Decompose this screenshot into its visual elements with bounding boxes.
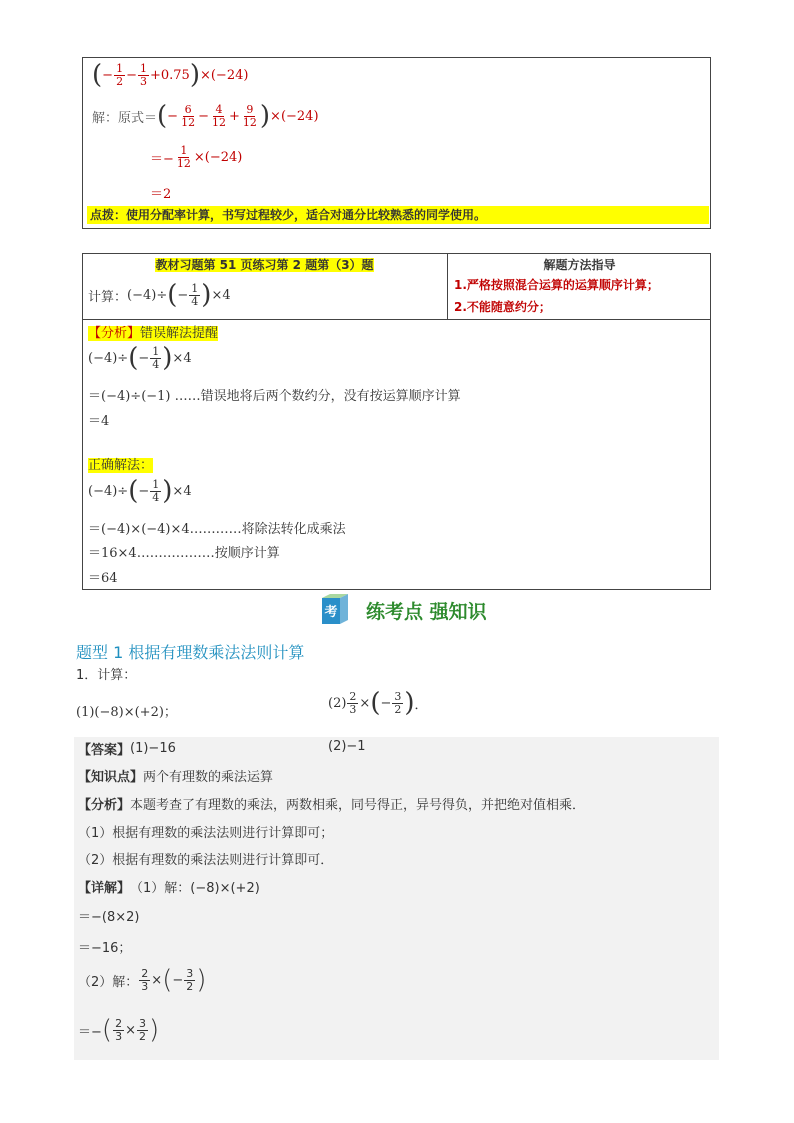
analysis-row: 【分析】 本题考查了有理数的乘法，两数相乘，同号得正，异号得负，并把绝对值相乘． <box>78 798 586 813</box>
answer-panel <box>74 737 719 1060</box>
detail-row: 【详解】 （1）解：(−8)×(+2) <box>78 881 260 896</box>
fraction: $\frac{1}{3}$ <box>139 61 147 88</box>
svg-text:考: 考 <box>324 605 338 620</box>
wrong-line-3: ＝4 <box>88 414 110 429</box>
detail-row-5: ＝− ( $\frac{2}{3}$ × $\frac{3}{2}$ ) <box>78 1015 160 1045</box>
wrong-line-1: (−4)÷ ( − $\frac{1}{4}$ ) ×4 <box>88 343 192 373</box>
calc-line: 计算： (−4)÷ ( − $\frac{1}{4}$ ) ×4 <box>88 280 231 310</box>
exercise-title: 教材习题第 51 页练习第 2 题第（3）题 <box>155 258 374 272</box>
analysis-row-2: （2）根据有理数的乘法法则进行计算即可． <box>78 853 334 868</box>
detail-row-3: ＝−16； <box>78 941 132 956</box>
correct-line-2: ＝(−4)×(−4)×4…………将除法转化成乘法 <box>88 522 346 537</box>
analysis-row-1: （1）根据有理数的乘法法则进行计算即可； <box>78 826 334 841</box>
solution-line-1: 解：原式＝ ( − $\frac{6}{12}$ − $\frac{4}{12}$ + $\frac{9}{12}$ ) ×(−24) <box>92 101 319 131</box>
answer-row-2: (2)−1 <box>328 739 366 754</box>
correct-line-4: ＝64 <box>88 571 118 586</box>
header-divider-h <box>82 319 711 320</box>
analysis-heading: 【分析】错误解法提醒 <box>88 326 219 341</box>
method-item-1: 1.严格按照混合运算的运算顺序计算； <box>454 278 659 292</box>
detail-row-4: （2）解： $\frac{2}{3}$ × ( − $\frac{3}{2}$ ) <box>78 965 207 995</box>
correct-line-1: (−4)÷ ( − $\frac{1}{4}$ ) ×4 <box>88 476 192 506</box>
correct-line-3: ＝16×4………………按顺序计算 <box>88 546 280 561</box>
knowledge-row: 【知识点】 两个有理数的乘法运算 <box>78 770 274 785</box>
correct-heading: 正确解法： <box>88 458 154 473</box>
fraction: $\frac{1}{2}$ <box>116 61 124 88</box>
solution-line-2: ＝− $\frac{1}{12}$ ×(−24) <box>150 144 243 170</box>
question-part-1: (1)(−8)×(+2)； <box>76 705 177 720</box>
banner-icon <box>318 592 352 626</box>
wrong-line-2: ＝(−4)÷(−1) ……错误地将后两个数约分，没有按运算顺序计算 <box>88 389 461 404</box>
section-title: 题型 1 根据有理数乘法法则计算 <box>76 643 305 662</box>
banner-text: 练考点 强知识 <box>366 601 487 623</box>
method-item-2: 2.不能随意约分； <box>454 300 551 314</box>
answer-row: 【答案】 (1)−16 <box>78 741 176 758</box>
question-part-2: (2) $\frac{2}{3}$ × ( − $\frac{3}{2}$ ) ． <box>328 688 428 718</box>
method-title: 解题方法指导 <box>543 258 616 272</box>
solution-line-3: ＝2 <box>150 187 172 202</box>
expression-line: ( − $\frac{1}{2}$ − $\frac{1}{3}$ +0.75 ) ×(−24) <box>92 60 249 90</box>
question-number: 1．计算： <box>76 668 137 683</box>
tip-text: 点拨：使用分配率计算，书写过程较少，适合对通分比较熟悉的同学使用。 <box>87 206 709 224</box>
detail-row-2: ＝−(8×2) <box>78 910 140 925</box>
